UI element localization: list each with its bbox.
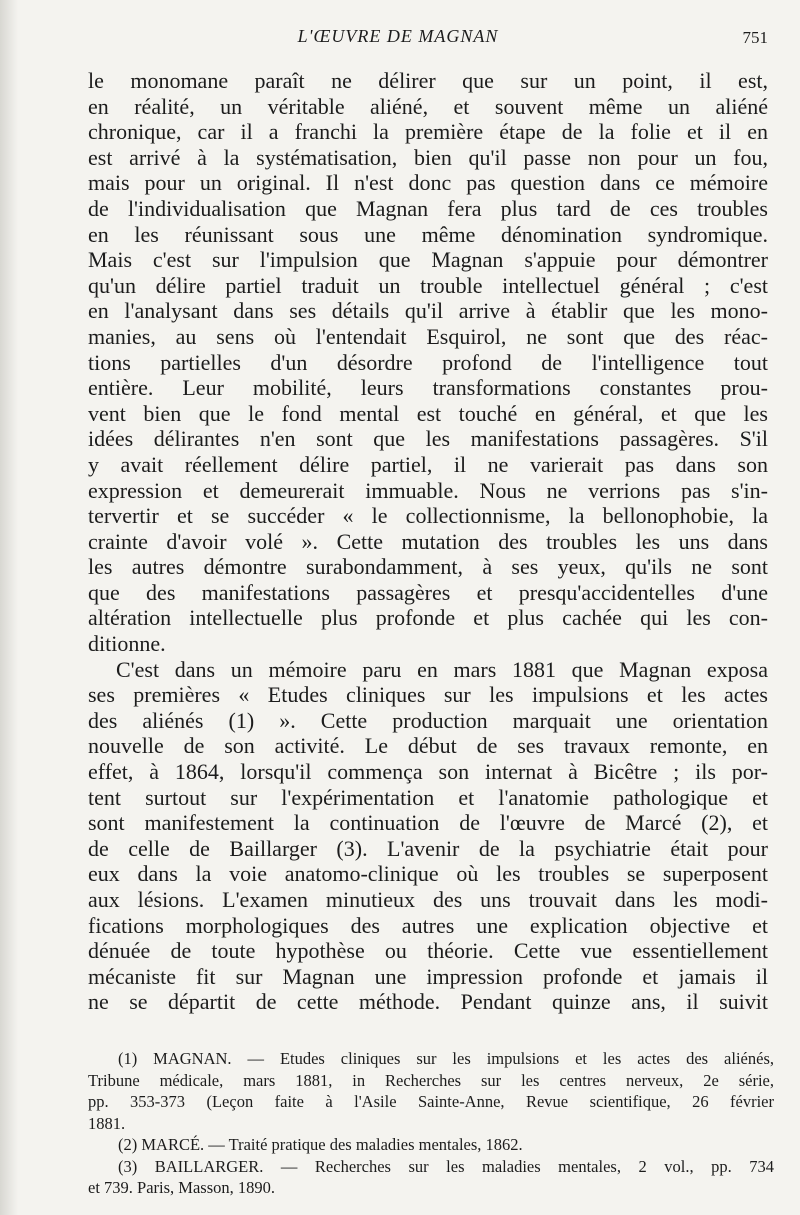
text-line: entière. Leur mobilité, leurs transformations constantes prou- (88, 375, 768, 401)
text-line: que des manifestations passagères et presqu'accidentelles d'une (88, 579, 768, 605)
text-line: tent surtout sur l'expérimentation et l'anatomie pathologique et (88, 784, 768, 810)
text-line: mécaniste fit sur Magnan une impression profonde et jamais il (88, 963, 768, 989)
text-line: en les réunissant sous une même dénomination syndromique. (88, 221, 768, 247)
text-line: nouvelle de son activité. Le début de ses travaux remonte, en (88, 733, 768, 759)
footnote-line: pp. 353-373 (Leçon faite à l'Asile Sainte-Anne, Revue scientifique, 26 février (88, 1092, 774, 1111)
footnote-line: Tribune médicale, mars 1881, in Recherches sur les centres nerveux, 2e série, (88, 1070, 774, 1090)
text-line: altération intellectuelle plus profonde et plus cachée qui les con- (88, 605, 768, 631)
text-line: eux dans la voie anatomo-clinique où les troubles se superposent (88, 861, 768, 887)
footnote-line: et 739. Paris, Masson, 1890. (88, 1178, 275, 1197)
text-line: qu'un délire partiel traduit un trouble intellectuel général ; c'est (88, 272, 768, 298)
text-line: de celle de Baillarger (3). L'avenir de la psychiatrie était pour (88, 835, 768, 861)
footnote-line: (2) MARCÉ. — Traité pratique des maladies mentales, 1862. (118, 1135, 523, 1154)
text-line: ne se départit de cette méthode. Pendant quinze ans, il suivit (88, 989, 768, 1015)
page-number: 751 (742, 28, 768, 47)
page-gutter-shadow (0, 0, 18, 1215)
footnote-line: (1) MAGNAN. — Etudes cliniques sur les impulsions et les actes des aliénés, (118, 1049, 774, 1068)
footnote-line: 1881. (88, 1113, 126, 1133)
text-line: aux lésions. L'examen minutieux des uns trouvait dans les modi- (88, 887, 768, 912)
text-line: mais pour un original. Il n'est donc pas question dans ce mémoire (88, 170, 768, 196)
footnotes (88, 1048, 774, 1199)
text-line: est arrivé à la systématisation, bien qu'il passe non pour un fou, (88, 144, 768, 170)
text-line: de l'individualisation que Magnan fera plus tard de ces troubles (88, 195, 768, 221)
text-line: Mais c'est sur l'impulsion que Magnan s'appuie pour démontrer (88, 247, 768, 273)
text-line: expression et demeurerait immuable. Nous ne verrions pas s'in- (88, 477, 768, 503)
text-line: idées délirantes n'en sont que les manifestations passagères. S'il (88, 426, 768, 452)
text-line: en l'analysant dans ses détails qu'il arrive à établir que les mono- (88, 298, 768, 324)
page-header (88, 26, 768, 56)
text-line: vent bien que le fond mental est touché en général, et que les (88, 400, 768, 426)
text-line: tions partielles d'un désordre profond de l'intelligence tout (88, 349, 768, 375)
text-line: des aliénés (1) ». Cette production marquait une orientation (88, 707, 768, 733)
running-title: L'ŒUVRE DE MAGNAN (297, 26, 499, 46)
text-line: C'est dans un mémoire paru en mars 1881 que Magnan exposa (116, 656, 768, 682)
text-line: fications morphologiques des autres une explication objective et (88, 912, 768, 938)
text-line: chronique, car il a franchi la première étape de la folie et il en (88, 119, 768, 145)
footnote-line: (3) BAILLARGER. — Recherches sur les maladies mentales, 2 vol., pp. 734 (118, 1156, 774, 1176)
text-line: le monomane paraît ne délirer que sur un point, il est, (88, 68, 768, 93)
text-line: effet, à 1864, lorsqu'il commença son internat à Bicêtre ; ils por- (88, 759, 768, 785)
text-line: y avait réellement délire partiel, il ne varierait pas dans son (88, 451, 768, 477)
text-line: manies, au sens où l'entendait Esquirol, ne sont que des réac- (88, 323, 768, 349)
body-text (88, 68, 768, 1015)
text-line: crainte d'avoir volé ». Cette mutation des troubles les uns dans (88, 528, 768, 554)
text-line: les autres démontre surabondamment, à ses yeux, qu'ils ne sont (88, 554, 768, 580)
text-line: ditionne. (88, 631, 166, 657)
text-line: sont manifestement la continuation de l'œuvre de Marcé (2), et (88, 810, 768, 836)
text-line: ses premières « Etudes cliniques sur les impulsions et les actes (88, 682, 768, 708)
text-line: tervertir et se succéder « le collectionnisme, la bellonophobie, la (88, 503, 768, 529)
text-line: dénuée de toute hypothèse ou théorie. Cette vue essentiellement (88, 938, 768, 964)
text-line: en réalité, un véritable aliéné, et souvent même un aliéné (88, 93, 768, 119)
